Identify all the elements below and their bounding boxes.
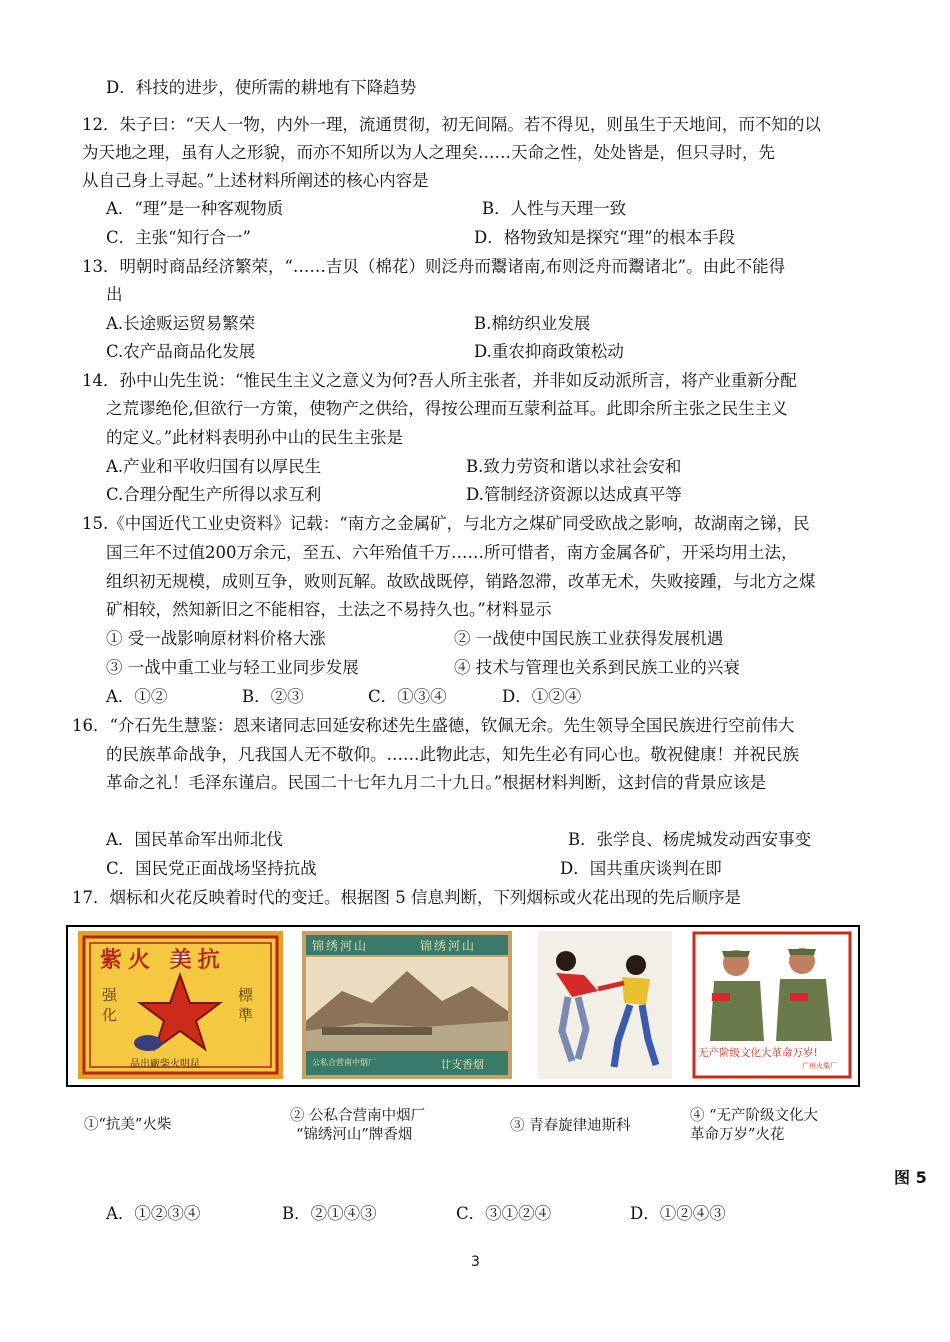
caption-2-line-2: “锦绣河山”牌香烟	[296, 1127, 413, 1143]
q14-option-c: C.合理分配生产所得以求互利	[106, 485, 322, 504]
jinxiu-label-bottom-right: 廿支香烟	[440, 1058, 484, 1071]
q12-stem-line-1: 12．朱子曰：“天人一物，内外一理，流通贯彻，初无间隔。若不得见，则虽生于天地间，而不知的以	[82, 115, 821, 134]
disco-dancers-image	[538, 931, 672, 1079]
q17-option-a: A．①②③④	[106, 1204, 201, 1223]
q12-option-a: A．“理”是一种客观物质	[106, 199, 284, 218]
cultural-revolution-banner-text: 无产阶级文化大革命万岁!	[698, 1047, 818, 1059]
cultural-revolution-sub-text: 广州火柴厂	[802, 1062, 837, 1070]
q15-item-1: ① 受一战影响原材料价格大涨	[106, 629, 326, 648]
q15-item-3: ③ 一战中重工业与轻工业同步发展	[106, 658, 359, 677]
q16-option-d: D．国共重庆谈判在即	[560, 859, 722, 878]
q13-option-b: B.棉纺织业发展	[474, 314, 591, 333]
kangmei-label-bottom-text: 品出廠柴火明昆	[130, 1059, 200, 1070]
q17-option-c: C．③①②④	[456, 1204, 552, 1223]
jinxiu-label-bottom-left: 公私合营南中烟厂	[312, 1058, 376, 1067]
q16-option-c: C．国民党正面战场坚持抗战	[106, 859, 317, 878]
q12-option-d: D．格物致知是探究“理”的根本手段	[474, 228, 736, 247]
q15-item-2: ② 一战使中国民族工业获得发展机遇	[454, 629, 724, 648]
q17-stem: 17．烟标和火花反映着时代的变迁。根据图 5 信息判断，下列烟标或火花出现的先后顺序是	[72, 888, 741, 907]
kangmei-match-label-image	[78, 931, 283, 1079]
q17-option-b: B．②①④③	[282, 1204, 377, 1223]
caption-3: ③ 青春旋律迪斯科	[510, 1118, 631, 1134]
q12-stem-line-2: 为天地之理，虽有人之形貌，而亦不知所以为人之理矣……天命之性，处处皆是，但只寻时，先	[82, 143, 775, 162]
kangmei-label-right-text: 標準	[238, 986, 254, 1024]
q16-option-a: A．国民革命军出师北伐	[106, 830, 283, 849]
jinxiu-label-top-left: 锦绣河山	[312, 939, 369, 953]
q12-option-b: B．人性与天理一致	[482, 199, 627, 218]
page-number: 3	[471, 1254, 480, 1270]
q15-item-4: ④ 技术与管理也关系到民族工业的兴衰	[454, 658, 740, 677]
q15-stem-line-3: 组织初无规模，成则互争，败则瓦解。故欧战既停，销路忽滞，改革无术，失败接踵，与北方之煤	[106, 572, 816, 591]
q15-stem-line-1: 15.《中国近代工业史资料》记载：“南方之金属矿，与北方之煤矿同受欧战之影响，故湖南之锑，民	[82, 514, 810, 533]
q14-option-b: B.致力劳资和谐以求社会安和	[466, 457, 682, 476]
q13-option-a: A.长途贩运贸易繁荣	[106, 314, 256, 333]
figure-label: 图 5	[894, 1168, 927, 1187]
q16-stem-line-1: 16．“介石先生慧鉴：恩来诸同志回延安称述先生盛德，钦佩无余。先生领导全国民族进行空前伟大	[72, 716, 795, 735]
q15-option-a: A．①②	[106, 687, 168, 706]
disco-dancers-graphic	[538, 931, 672, 1079]
q14-stem-line-3: 的定义。”此材料表明孙中山的民生主张是	[106, 428, 404, 447]
q13-option-c: C.农产品商品化发展	[106, 342, 256, 361]
q16-option-b: B．张学良、杨虎城发动西安事变	[568, 830, 812, 849]
q14-stem-line-2: 之荒谬绝伦,但欲行一方策，使物产之供给，得按公理而互蒙利益耳。此即余所主张之民生主义	[106, 399, 788, 418]
q13-stem-line-2: 出	[106, 285, 123, 304]
jinxiu-label-top-right: 锦绣河山	[420, 939, 477, 953]
q12-stem-line-3: 从自己身上寻起。”上述材料所阐述的核心内容是	[82, 171, 429, 190]
kangmei-label-left-text: 强化	[102, 986, 118, 1024]
caption-4-line-1: ④ “无产阶级文化大	[690, 1108, 819, 1124]
q15-stem-line-4: 矿相较，然知新旧之不能相容，土法之不易持久也。”材料显示	[106, 600, 552, 619]
q11-option-d: D．科技的进步，使所需的耕地有下降趋势	[106, 78, 417, 97]
q15-option-b: B．②③	[242, 687, 304, 706]
q15-stem-line-2: 国三年不过值200万余元，至五、六年殆值千万……所可惜者，南方金属各矿，开采均用土法，	[106, 543, 798, 562]
q16-stem-line-3: 革命之礼！毛泽东谨启。民国二十七年九月二十九日。”根据材料判断，这封信的背景应该是	[106, 773, 767, 792]
q16-stem-line-2: 的民族革命战争，凡我国人无不敬仰。……此物此志，知先生必有同心也。敬祝健康！并祝民族	[106, 745, 799, 764]
q14-stem-line-1: 14．孙中山先生说：“惟民生主义之意义为何?吾人所主张者，并非如反动派所言，将产业重新分配	[82, 371, 797, 390]
q17-option-d: D．①②④③	[630, 1204, 726, 1223]
q14-option-a: A.产业和平收归国有以厚民生	[106, 457, 322, 476]
kangmei-label-top-text: 紫火 美抗	[100, 947, 226, 973]
caption-1: ①“抗美”火柴	[84, 1117, 172, 1133]
q14-option-d: D.管制经济资源以达成真平等	[466, 485, 682, 504]
q15-option-d: D．①②④	[502, 687, 582, 706]
q13-option-d: D.重农抑商政策松动	[474, 342, 624, 361]
q12-option-c: C．主张“知行合一”	[106, 228, 251, 247]
caption-4-line-2: 革命万岁”火花	[690, 1127, 785, 1143]
q13-stem-line-1: 13．明朝时商品经济繁荣，“……吉贝（棉花）则泛舟而鬻诸南,布则泛舟而鬻诸北”。由此不能得	[82, 257, 786, 276]
caption-2-line-1: ② 公私合营南中烟厂	[290, 1108, 426, 1124]
jinxiu-heshan-cigarette-image	[302, 931, 512, 1079]
q15-option-c: C．①③④	[368, 687, 447, 706]
cultural-revolution-match-image	[692, 931, 852, 1079]
